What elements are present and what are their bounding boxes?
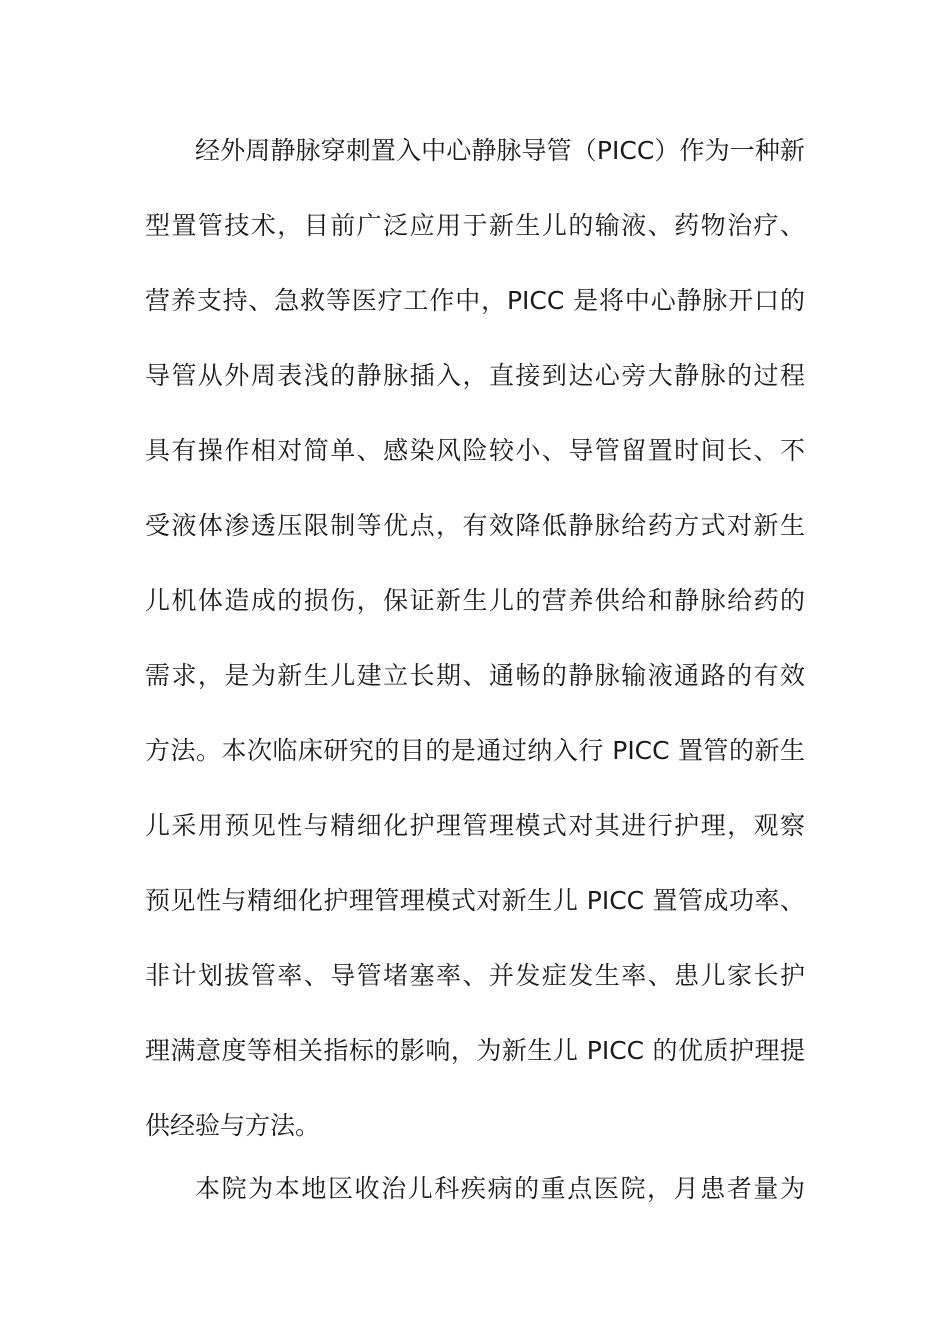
paragraph-1-line-14: 供经验与方法。 [145, 1111, 321, 1140]
paragraph-1-line-8: 需求，是为新生儿建立长期、通畅的静脉输液通路的有效 [145, 661, 805, 690]
paragraph-1-line-4: 导管从外周表浅的静脉插入，直接到达心旁大静脉的过程 [145, 361, 805, 390]
paragraph-1-line-2: 型置管技术，目前广泛应用于新生儿的输液、药物治疗、 [145, 211, 805, 240]
paragraph-1-line-10: 儿采用预见性与精细化护理管理模式对其进行护理，观察 [145, 811, 805, 840]
paragraph-1-line-3: 营养支持、急救等医疗工作中，PICC 是将中心静脉开口的 [145, 286, 805, 315]
paragraph-1-line-12: 非计划拔管率、导管堵塞率、并发症发生率、患儿家长护 [145, 961, 805, 990]
paragraph-1-line-1: 经外周静脉穿刺置入中心静脉导管（PICC）作为一种新 [195, 136, 805, 165]
paragraph-1-line-13: 理满意度等相关指标的影响，为新生儿 PICC 的优质护理提 [145, 1036, 805, 1065]
paragraph-2-line-1: 本院为本地区收治儿科疾病的重点医院，月患者量为 [195, 1174, 805, 1203]
paragraph-1-line-6: 受液体渗透压限制等优点，有效降低静脉给药方式对新生 [145, 511, 805, 540]
paragraph-1-line-7: 儿机体造成的损伤，保证新生儿的营养供给和静脉给药的 [145, 586, 805, 615]
paragraph-1-line-5: 具有操作相对简单、感染风险较小、导管留置时间长、不 [145, 436, 805, 465]
paragraph-1-line-9: 方法。本次临床研究的目的是通过纳入行 PICC 置管的新生 [145, 736, 805, 765]
paragraph-1-line-11: 预见性与精细化护理管理模式对新生儿 PICC 置管成功率、 [145, 886, 805, 915]
